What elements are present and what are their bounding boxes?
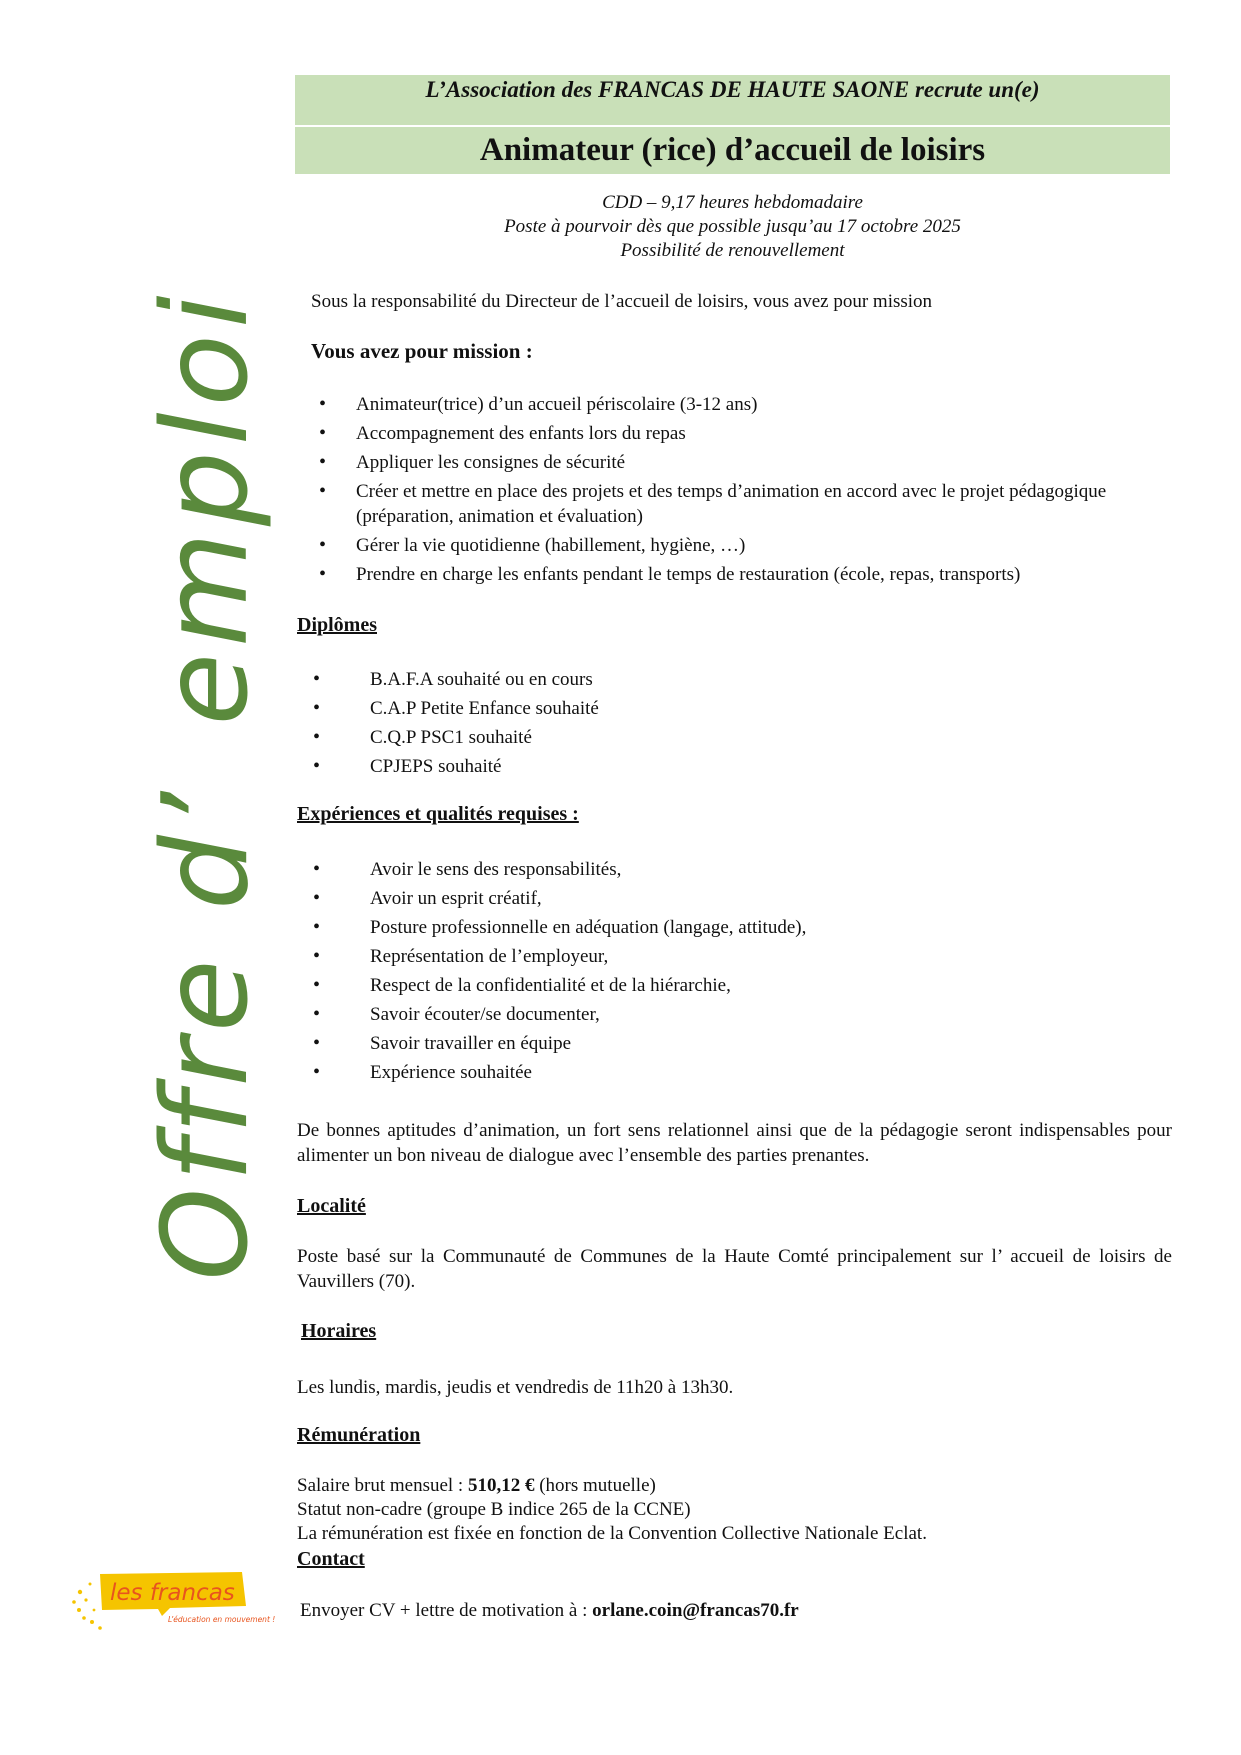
list-item: • Gérer la vie quotidienne (habillement, hygiène, …) [356,531,1176,560]
list-item: • B.A.F.A souhaité ou en cours [370,665,599,694]
logo-name: les francas [110,1580,235,1606]
list-item: • Prendre en charge les enfants pendant le temps de restauration (école, repas, transports) [356,560,1176,589]
salary-value: 510,12 € [467,1475,535,1496]
contact-line [300,1598,1175,1623]
list-item: • Respect de la confidentialité et de la hiérarchie, [370,971,806,1000]
list-item: • C.A.P Petite Enfance souhaité [370,694,599,723]
contact-email[interactable]: orlane.coin@francas70.fr [592,1600,799,1621]
list-item: • Appliquer les consignes de sécurité [356,448,1176,477]
list-item: • Savoir travailler en équipe [370,1029,806,1058]
list-item: • Savoir écouter/se documenter, [370,1000,806,1029]
experiences-heading: Expériences et qualités requises : [297,803,579,825]
header-recruiter: L’Association des FRANCAS DE HAUTE SAONE recrute un(e) [295,75,1170,125]
statut-line: Statut non-cadre (groupe B indice 265 de la CCNE) [297,1499,691,1520]
localite-text: Poste basé sur la Communauté de Communes de la Haute Comté principalement sur l’ accueil de loisirs de Vauvillers (70). [297,1246,1172,1292]
experiences-list [370,855,806,1087]
vertical-title-word2: emploi [136,289,274,726]
remuneration-block [297,1474,1172,1546]
francas-logo [70,1570,275,1640]
salary-note: (hors mutuelle) [534,1475,656,1496]
remuneration-heading: Rémunération [297,1424,421,1446]
contract-dates: Poste à pourvoir dès que possible jusqu’au 17 octobre 2025 [504,216,961,237]
diplomes-list [370,665,599,781]
list-item: • Expérience souhaitée [370,1058,806,1087]
mission-heading: Vous avez pour mission : [311,339,533,363]
salary-line [297,1474,1172,1498]
list-item: • Animateur(trice) d’un accueil périscolaire (3-12 ans) [356,390,1176,419]
list-item: • Posture professionnelle en adéquation (langage, attitude), [370,913,806,942]
list-item: • C.Q.P PSC1 souhaité [370,723,599,752]
list-item: • Créer et mettre en place des projets et des temps d’animation en accord avec le projet pédagogique (préparation, animation et évaluation) [356,477,1176,531]
vertical-title [136,289,274,1280]
list-item: • Avoir un esprit créatif, [370,884,806,913]
horaires-text: Les lundis, mardis, jeudis et vendredis de 11h20 à 13h30. [297,1377,734,1398]
logo-tagline: L’éducation en mouvement ! [168,1615,275,1624]
contact-text: Envoyer CV + lettre de motivation à : [300,1600,593,1621]
localite-heading: Localité [297,1195,366,1217]
contact-heading: Contact [297,1548,365,1570]
contract-type: CDD – 9,17 heures hebdomadaire [602,192,863,213]
contract-renewal: Possibilité de renouvellement [620,240,845,261]
list-item: • Accompagnement des enfants lors du repas [356,419,1176,448]
list-item: • Représentation de l’employeur, [370,942,806,971]
mission-list [356,390,1176,589]
aptitudes-text: De bonnes aptitudes d’animation, un fort sens relationnel ainsi que de la pédagogie seront indispensables pour alimenter un bon niveau de dialogue avec l’ensemble des parties prenantes. [297,1120,1172,1166]
horaires-heading: Horaires [301,1320,377,1342]
francas-logo-icon [70,1570,275,1640]
vertical-title-word1: Offre d’ [136,785,274,1281]
list-item: • CPJEPS souhaité [370,752,599,781]
header-job-title: Animateur (rice) d’accueil de loisirs [295,127,1170,174]
diplomes-heading: Diplômes [297,614,377,636]
convention-line: La rémunération est fixée en fonction de la Convention Collective Nationale Eclat. [297,1523,927,1544]
intro-text: Sous la responsabilité du Directeur de l’accueil de loisirs, vous avez pour mission [311,291,933,312]
salary-label: Salaire brut mensuel : [297,1475,468,1496]
list-item: • Avoir le sens des responsabilités, [370,855,806,884]
